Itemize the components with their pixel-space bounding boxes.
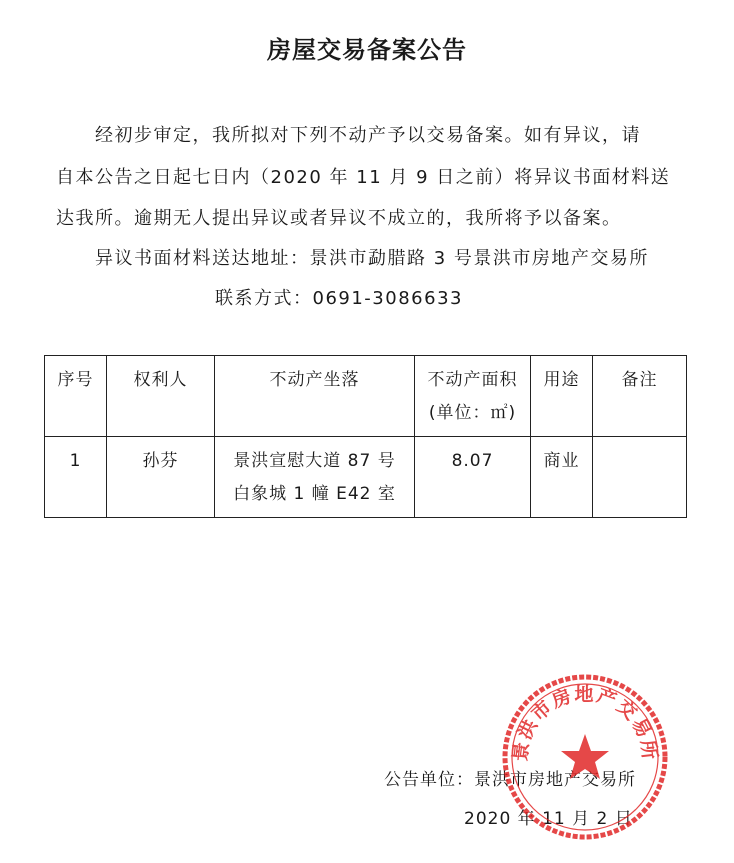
header-area-unit: (单位：㎡): [428, 403, 517, 423]
cell-index: 1: [45, 437, 107, 518]
header-use: 用途: [531, 356, 593, 437]
table-header-row: [45, 356, 687, 437]
issuer-line: 公告单位：景洪市房地产交易所: [384, 770, 636, 790]
header-area-line1: 不动产面积: [427, 370, 518, 390]
objection-address: 异议书面材料送达地址：景洪市勐腊路 3 号景洪市房地产交易所: [95, 248, 649, 269]
property-table: [44, 355, 687, 518]
cell-area: 8.07: [415, 437, 531, 518]
cell-location-line2: 白象城 1 幢 E42 室: [233, 484, 396, 504]
paragraph-line-2: 自本公告之日起七日内（2020 年 11 月 9 日之前）将异议书面材料送: [56, 167, 671, 188]
paragraph-line-1: 经初步审定，我所拟对下列不动产予以交易备案。如有异议，请: [95, 125, 641, 146]
header-remark: 备注: [593, 356, 687, 437]
seal-text: 景洪市房地产交易所: [509, 683, 661, 763]
cell-owner: 孙芬: [107, 437, 215, 518]
official-seal-stamp: [500, 672, 670, 842]
page-title: 房屋交易备案公告: [267, 36, 467, 64]
header-location: 不动产坐落: [215, 356, 415, 437]
table-row: [45, 437, 687, 518]
issue-date: 2020 年 11 月 2 日: [464, 809, 633, 829]
cell-use: 商业: [531, 437, 593, 518]
seal-star-icon: [561, 734, 609, 779]
cell-remark: [593, 437, 687, 518]
cell-location: [215, 437, 415, 518]
cell-location-line1: 景洪宣慰大道 87 号: [233, 451, 396, 471]
contact-info: 联系方式：0691-3086633: [215, 288, 463, 309]
header-index: 序号: [45, 356, 107, 437]
paragraph-line-3: 达我所。逾期无人提出异议或者异议不成立的，我所将予以备案。: [56, 208, 622, 229]
header-owner: 权利人: [107, 356, 215, 437]
header-area: [415, 356, 531, 437]
